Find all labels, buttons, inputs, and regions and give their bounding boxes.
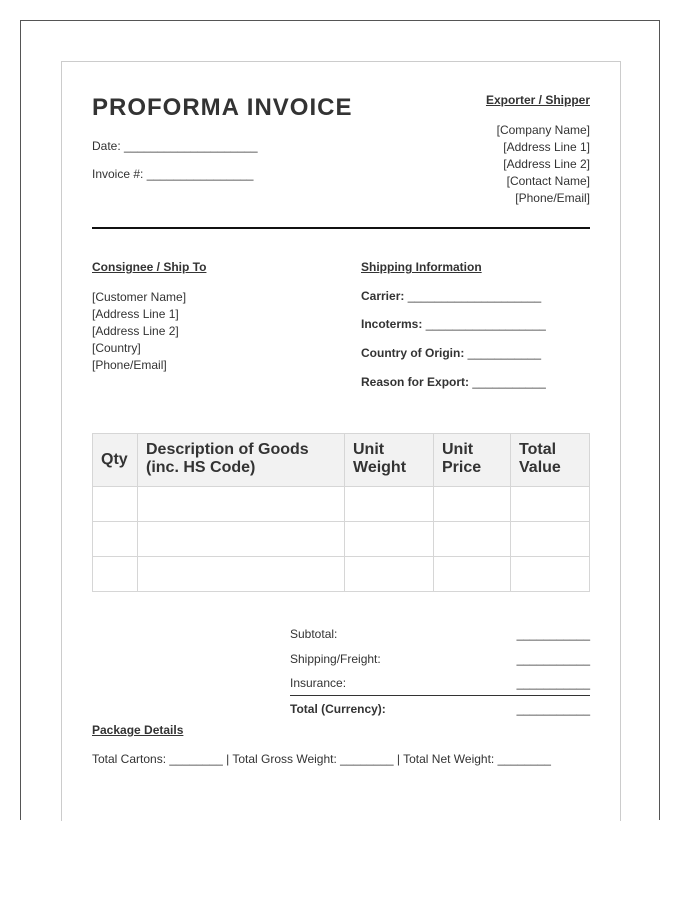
cell-qty[interactable] [93, 522, 138, 557]
header-qty: Qty [93, 434, 138, 487]
cell-total-value[interactable] [511, 522, 590, 557]
consignee-country: [Country] [92, 341, 141, 355]
cell-description[interactable] [138, 522, 345, 557]
shipping-heading: Shipping Information [361, 260, 482, 274]
totals-divider [290, 695, 590, 696]
insurance-label: Insurance: [290, 676, 347, 690]
invoice-number-field: Invoice #: ________________ [92, 167, 254, 181]
consignee-phone: [Phone/Email] [92, 358, 167, 372]
incoterms-field [361, 317, 546, 331]
header-total-value: Total Value [511, 434, 590, 487]
consignee-heading: Consignee / Ship To [92, 260, 207, 274]
goods-table [92, 433, 590, 592]
consignee-address-2: [Address Line 2] [92, 324, 179, 338]
reason-blank: ___________ [472, 375, 546, 389]
exporter-address-1: [Address Line 1] [503, 140, 590, 154]
exporter-phone: [Phone/Email] [515, 191, 590, 205]
header-unit-weight: Unit Weight [345, 434, 434, 487]
cell-total-value[interactable] [511, 557, 590, 592]
origin-blank: ___________ [467, 346, 542, 360]
cell-unit-weight[interactable] [345, 487, 434, 522]
package-line: Total Cartons: ________ | Total Gross Weight: ________ | Total Net Weight: ________ [92, 752, 551, 766]
total-blank: ___________ [516, 702, 590, 716]
consignee-name: [Customer Name] [92, 290, 187, 304]
exporter-block [497, 122, 590, 207]
cell-qty[interactable] [93, 557, 138, 592]
page-title: PROFORMA INVOICE [92, 94, 353, 121]
cell-description[interactable] [138, 557, 345, 592]
header-description: Description of Goods (inc. HS Code) [138, 434, 345, 487]
insurance-blank: ___________ [516, 676, 590, 690]
table-row [93, 487, 590, 522]
cell-unit-price[interactable] [434, 557, 511, 592]
carrier-blank: ____________________ [407, 289, 542, 303]
reason-field [361, 375, 546, 389]
table-row [93, 557, 590, 592]
carrier-field [361, 289, 541, 303]
consignee-address-1: [Address Line 1] [92, 307, 179, 321]
header-unit-price: Unit Price [434, 434, 511, 487]
origin-field [361, 346, 541, 360]
table-header-row [93, 434, 590, 487]
exporter-heading: Exporter / Shipper [485, 93, 590, 107]
cell-qty[interactable] [93, 487, 138, 522]
exporter-company: [Company Name] [496, 123, 590, 137]
date-field: Date: ____________________ [92, 139, 258, 153]
total-label: Total (Currency): [290, 702, 386, 716]
cell-total-value[interactable] [511, 487, 590, 522]
subtotal-label: Subtotal: [290, 627, 338, 641]
subtotal-blank: ___________ [516, 627, 590, 641]
consignee-block [92, 289, 186, 374]
cell-description[interactable] [138, 487, 345, 522]
package-heading: Package Details [92, 723, 184, 737]
exporter-address-2: [Address Line 2] [503, 157, 590, 171]
table-row [93, 522, 590, 557]
cell-unit-weight[interactable] [345, 522, 434, 557]
cell-unit-price[interactable] [434, 487, 511, 522]
header-divider [92, 227, 590, 229]
carrier-label: Carrier: [361, 289, 405, 303]
shipping-freight-blank: ___________ [516, 652, 590, 666]
cell-unit-weight[interactable] [345, 557, 434, 592]
shipping-freight-label: Shipping/Freight: [290, 652, 381, 666]
reason-label: Reason for Export: [361, 375, 470, 389]
cell-unit-price[interactable] [434, 522, 511, 557]
incoterms-blank: __________________ [425, 317, 546, 331]
exporter-contact: [Contact Name] [506, 174, 590, 188]
origin-label: Country of Origin: [361, 346, 465, 360]
incoterms-label: Incoterms: [361, 317, 423, 331]
